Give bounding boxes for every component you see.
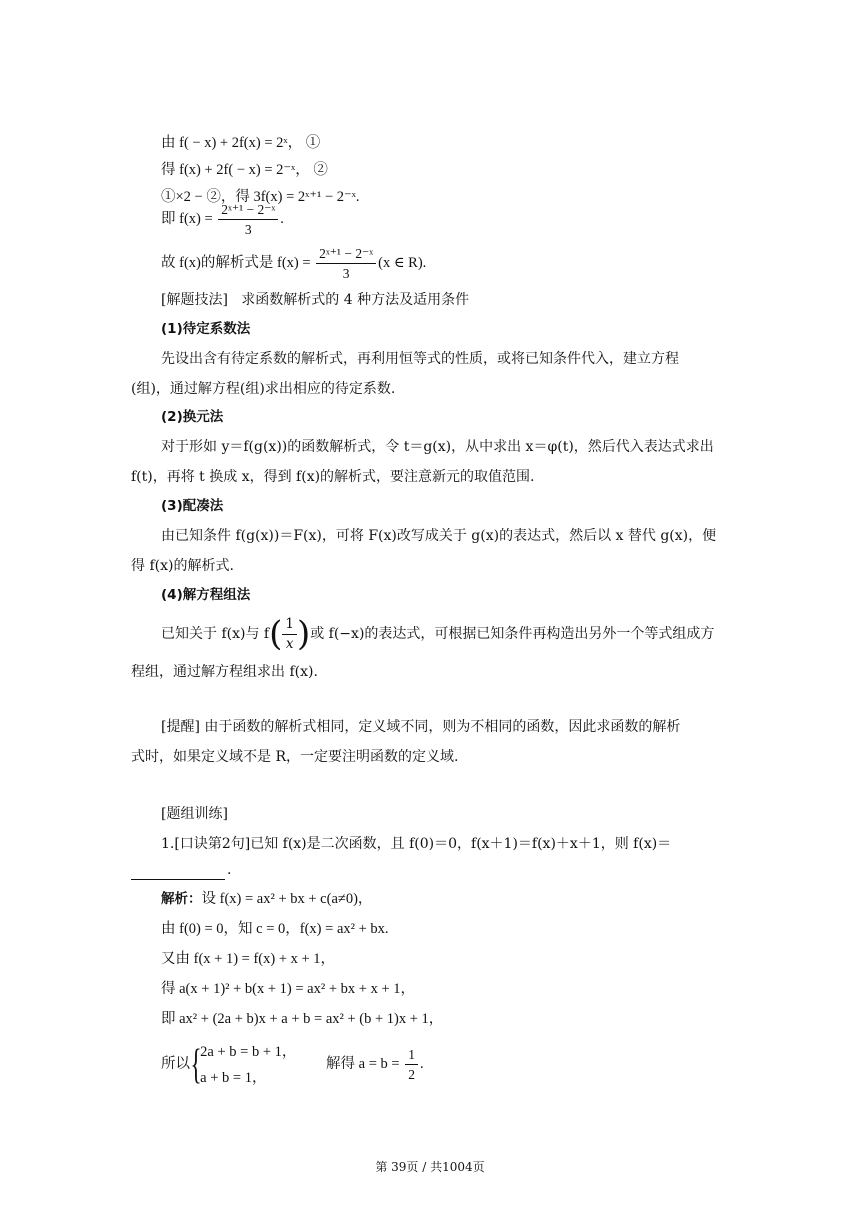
- equation-5-prefix: 故 f(x)的解析式是 f(x) =: [161, 255, 311, 271]
- solution-6-mid: 解得 a = b =: [326, 1056, 400, 1072]
- solution-text-1: 设 f(x) = ax² + bx + c(a≠0)，: [201, 891, 373, 907]
- fraction-numerator: 1: [405, 1046, 418, 1065]
- right-paren: ): [296, 614, 311, 654]
- equation-3: ①×2 − ②，得 3f(x) = 2ˣ⁺¹ − 2⁻ˣ.: [161, 189, 360, 205]
- tips-heading-line: [161, 290, 469, 310]
- training-heading: [题组训练]: [161, 806, 228, 822]
- fraction-denominator: 2: [408, 1067, 415, 1083]
- fraction-numerator: 1: [282, 616, 297, 635]
- solution-6-suffix: .: [419, 1056, 424, 1072]
- solution-line-2: 由 f(0) = 0，知 c = 0，f(x) = ax² + bx.: [161, 921, 389, 937]
- method-1-text: 先设出含有待定系数的解析式，再利用恒等式的性质，或将已知条件代入，建立方程: [161, 351, 679, 367]
- fraction: [218, 201, 278, 238]
- method-3-title: (3)配凑法: [161, 498, 224, 514]
- method-3-text: 由已知条件 f(g(x))＝F(x)，可将 F(x)改写成关于 g(x)的表达式，然后以 x 替代 g(x)，便: [161, 528, 717, 544]
- solution-line-4: 得 a(x + 1)² + b(x + 1) = ax² + bx + x + 1，: [161, 981, 415, 997]
- solution-line-5: 即 ax² + (2a + b)x + a + b = ax² + (b + 1)x + 1，: [161, 1011, 444, 1027]
- question-1-end: .: [227, 862, 232, 878]
- solution-line-3: 又由 f(x + 1) = f(x) + x + 1，: [161, 951, 336, 967]
- system-equation-1: 2a + b = b + 1，: [200, 1043, 297, 1060]
- fraction-denominator: x: [285, 635, 294, 652]
- question-1: 1.[口诀第2句]已知 f(x)是二次函数，且 f(0)＝0，f(x＋1)＝f(x)＋x＋1，则 f(x)＝: [161, 836, 672, 852]
- method-2-title: (2)换元法: [161, 409, 224, 425]
- left-paren: (: [269, 614, 283, 654]
- equation-5-suffix: (x ∈ R).: [378, 255, 427, 271]
- equation-4-prefix: 即 f(x) =: [161, 211, 213, 227]
- method-2-text-cont: f(t)，再将 t 换成 x，得到 f(x)的解析式，要注意新元的取值范围.: [131, 469, 535, 485]
- tips-heading: [解题技法]: [161, 292, 228, 308]
- fraction: [282, 616, 297, 653]
- method-2-text: 对于形如 y＝f(g(x))的函数解析式，令 t＝g(x)，从中求出 x＝φ(t)，然后代入表达式求出: [161, 439, 714, 455]
- solution-6-prefix: 所以: [161, 1056, 190, 1072]
- solution-line-1: [161, 889, 372, 909]
- page-footer: 第 39页 / 共1004页: [375, 1160, 485, 1174]
- method-4-text-b: 或 f(−x)的表达式，可根据已知条件再构造出另外一个等式组成方: [310, 626, 715, 642]
- method-4-text-cont: 程组，通过解方程组求出 f(x).: [131, 664, 318, 680]
- left-brace: {: [190, 1041, 202, 1088]
- method-1-text-cont: (组)，通过解方程(组)求出相应的待定系数.: [131, 381, 396, 397]
- equation-5: [161, 244, 426, 282]
- system-equation-2: a + b = 1，: [200, 1069, 267, 1086]
- fraction-numerator: 2ˣ⁺¹ − 2⁻ˣ: [316, 245, 376, 264]
- equation-2: 得 f(x) + 2f( − x) = 2⁻ˣ， ②: [161, 162, 328, 178]
- answer-blank: [131, 865, 225, 880]
- method-4-title: (4)解方程组法: [161, 587, 251, 603]
- fraction: [316, 245, 376, 282]
- reminder-text: [提醒] 由于函数的解析式相同，定义域不同，则为不相同的函数，因此求函数的解析: [161, 719, 681, 735]
- fraction-denominator: 3: [342, 266, 350, 282]
- method-4-text: [161, 615, 714, 653]
- method-4-text-a: 已知关于 f(x)与 f: [161, 626, 270, 642]
- fraction: [405, 1046, 418, 1083]
- tips-title: 求函数解析式的 4 种方法及适用条件: [241, 292, 470, 308]
- fraction-denominator: 3: [244, 222, 252, 238]
- solution-line-6: [161, 1038, 424, 1091]
- reminder-text-cont: 式时，如果定义域不是 R，一定要注明函数的定义域.: [131, 749, 459, 765]
- equation-1: 由 f( − x) + 2f(x) = 2ˣ， ①: [161, 135, 321, 151]
- equation-4-suffix: .: [280, 211, 284, 227]
- method-1-title: (1)待定系数法: [161, 321, 251, 337]
- equation-4: [161, 200, 284, 238]
- solution-label: 解析：: [161, 891, 202, 907]
- method-3-text-cont: 得 f(x)的解析式.: [131, 558, 234, 574]
- question-1-answer-line: [131, 860, 231, 880]
- fraction-numerator: 2ˣ⁺¹ − 2⁻ˣ: [218, 201, 278, 220]
- equation-system: [200, 1039, 296, 1091]
